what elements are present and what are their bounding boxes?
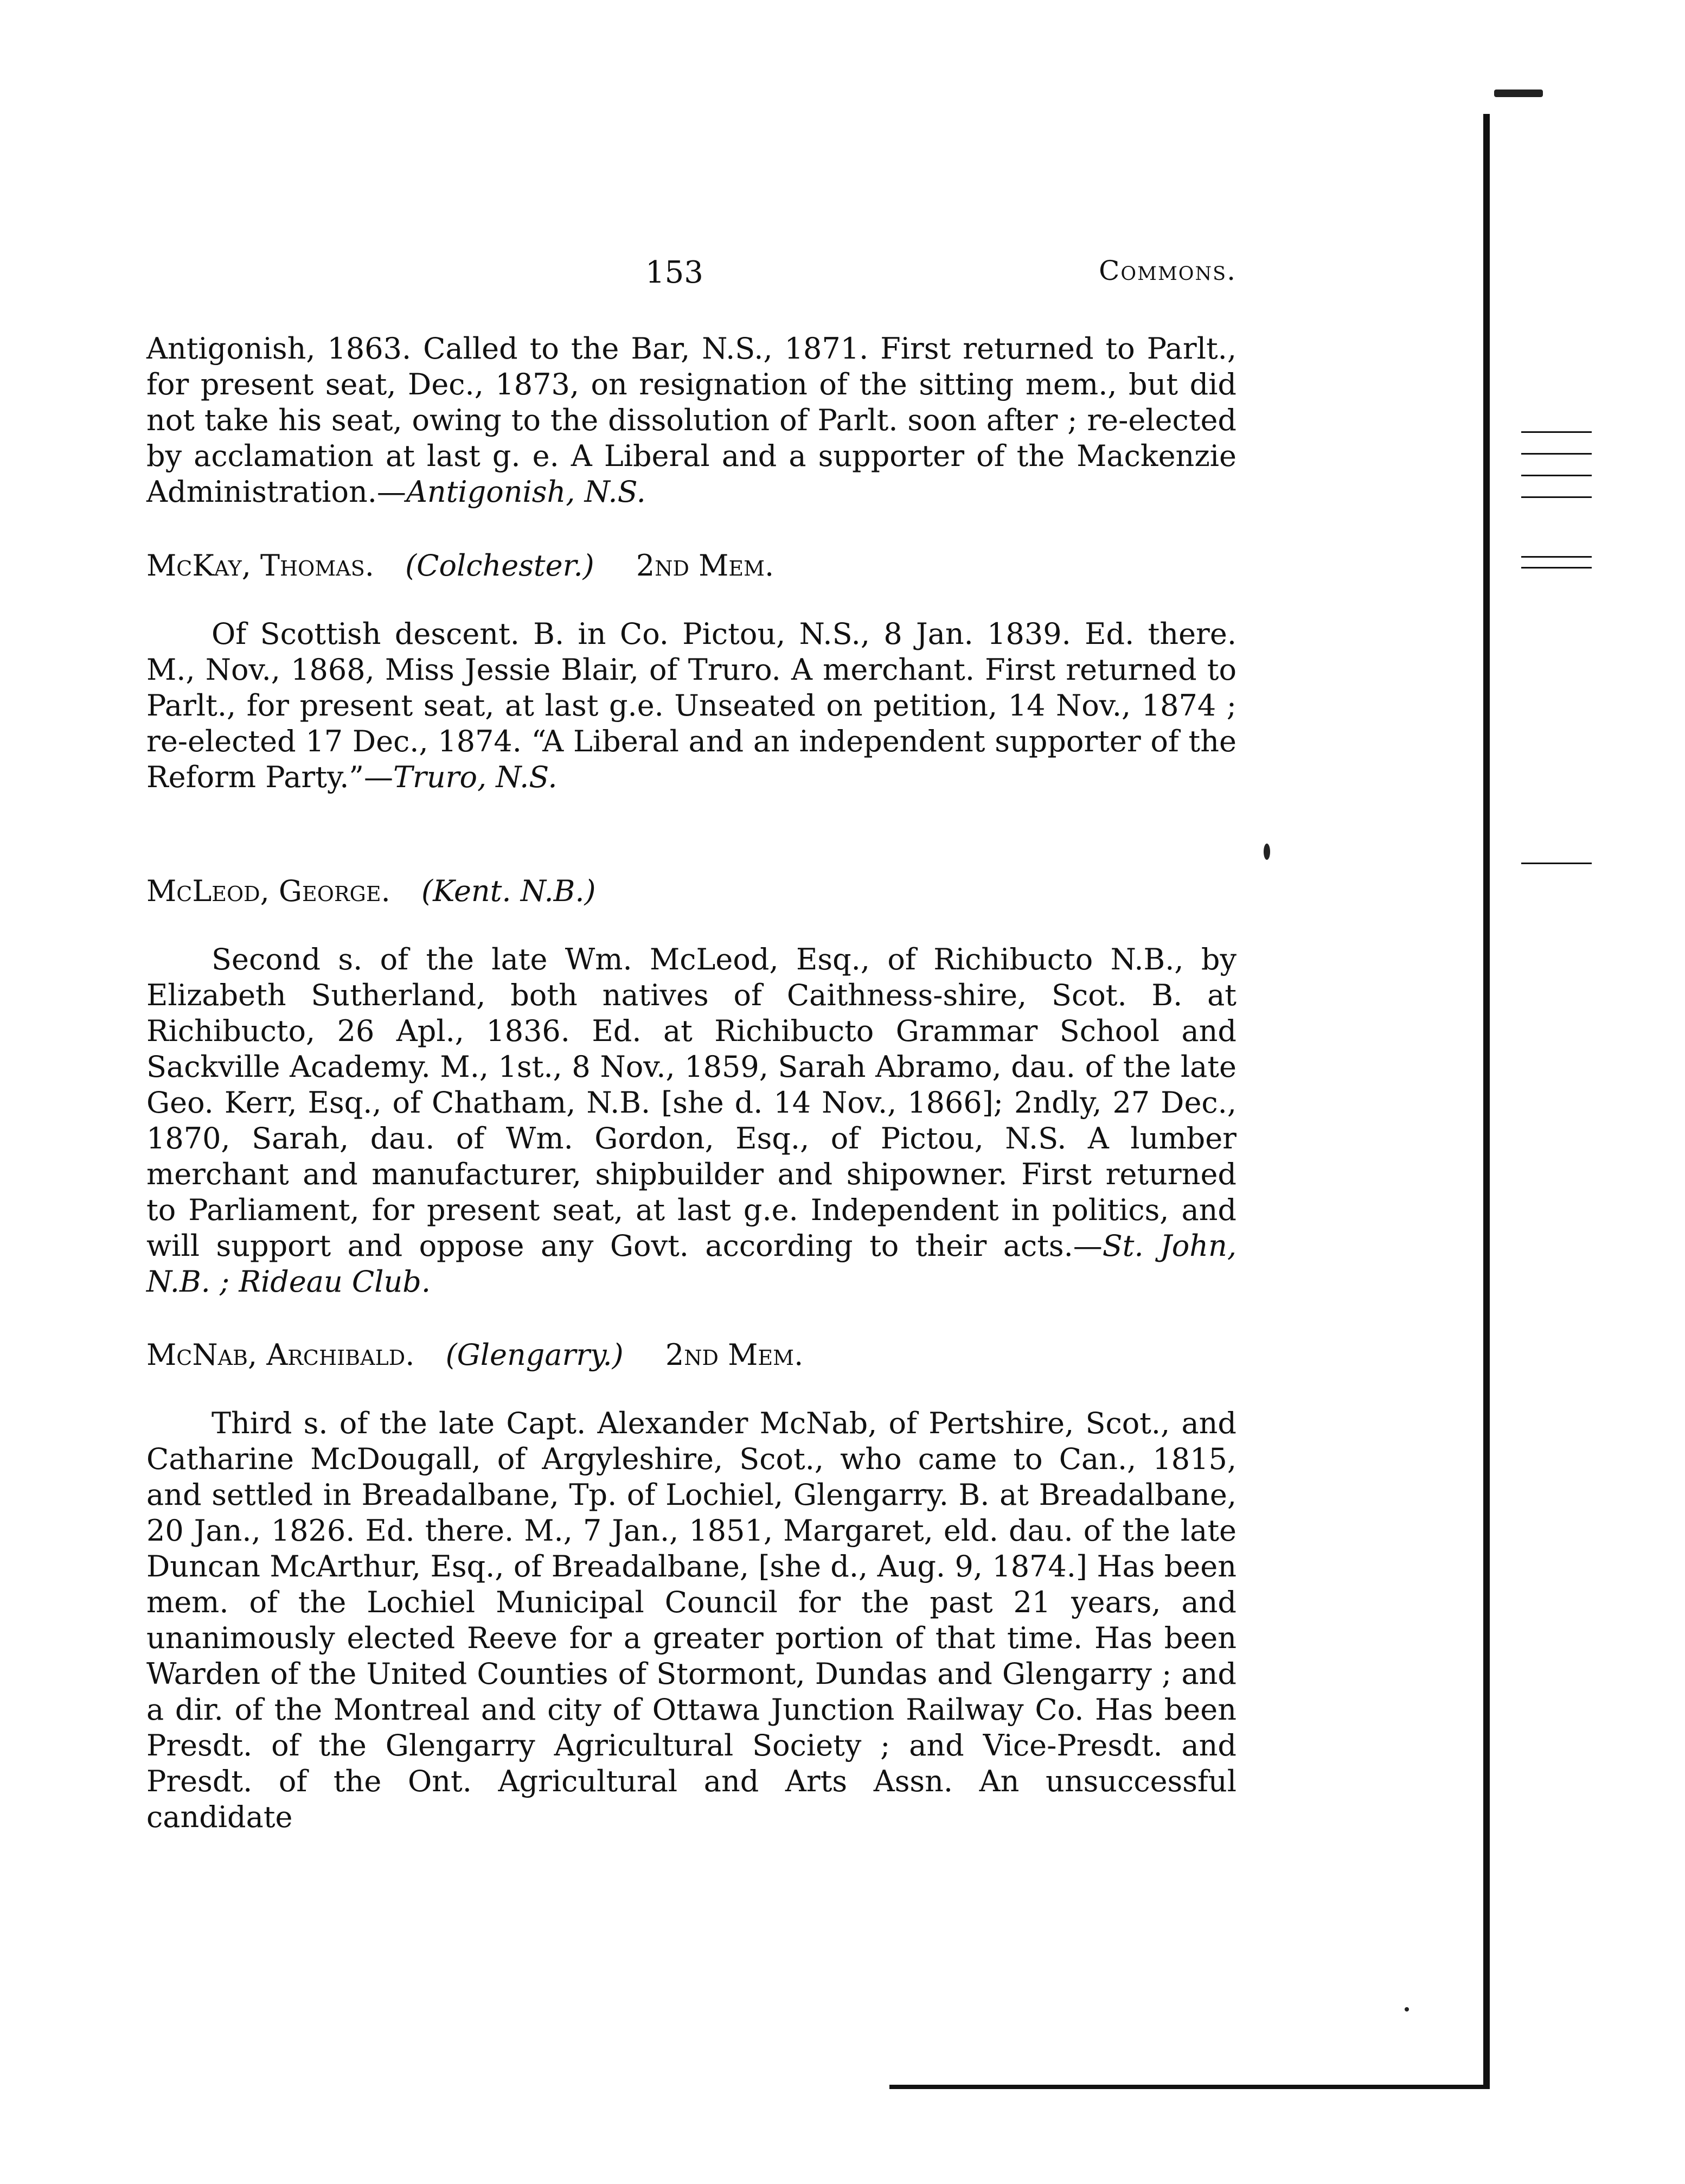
margin-mark	[1521, 496, 1592, 498]
riding: (Glengarry.)	[445, 1338, 624, 1372]
entry-paragraph: Second s. of the late Wm. McLeod, Esq., of Richibucto N.B., by Elizabeth Sutherland, both natives of Caithness-shire, Scot. B. at Richibucto, 26 Apl., 1836. Ed. at Richibucto Grammar School and Sackville Academy. M., 1st., 8 Nov., 1859, Sarah Abramo, dau. of the late Geo. Kerr, Esq., of Chatham, N.B. [she d. 14 Nov., 1866]; 2ndly, 27 Dec., 1870, Sarah, dau. of Wm. Gordon, Esq., of Pictou, N.S. A lumber merchant and manufacturer, shipbuilder and shipowner. First returned to Parliament, for present seat, at last g.e. Independent in politics, and will support and oppose any Govt. according to their acts.—St. John, N.B. ; Rideau Club.	[146, 942, 1236, 1299]
margin-mark	[1521, 431, 1592, 433]
member-seat: 2nd Mem.	[665, 1338, 804, 1372]
margin-mark	[1521, 567, 1592, 569]
scan-speck	[1264, 844, 1270, 860]
entry-paragraph: Of Scottish descent. B. in Co. Pictou, N.S., 8 Jan. 1839. Ed. there. M., Nov., 1868, Miss Jessie Blair, of Truro. A merchant. First returned to Parlt., for present seat, at last g.e. Unseated on petition, 14 Nov., 1874 ; re-elected 17 Dec., 1874. “A Liberal and an independent supporter of the Reform Party.”—Truro, N.S.	[146, 617, 1236, 794]
entry-continuation	[146, 331, 1236, 510]
riding: (Colchester.)	[405, 548, 594, 583]
running-head: Commons.	[1099, 255, 1236, 286]
scan-bottom-rule	[889, 2085, 1490, 2089]
entry-paragraph: Antigonish, 1863. Called to the Bar, N.S., 1871. First returned to Parlt., for present seat, Dec., 1873, on resignation of the sitting mem., but did not take his seat, owing to the dissolution of Parlt. soon after ; re-elected by acclamation at last g. e. A Liberal and a supporter of the Mackenzie Administration.—Antigonish, N.S.	[146, 331, 1236, 509]
entry-heading	[146, 1337, 1236, 1373]
entry-paragraph: Third s. of the late Capt. Alexander McNab, of Pertshire, Scot., and Catharine McDougall, of Argyleshire, Scot., who came to Can., 1815, and settled in Breadalbane, Tp. of Lochiel, Glengarry. B. at Breadalbane, 20 Jan., 1826. Ed. there. M., 7 Jan., 1851, Margaret, eld. dau. of the late Duncan McArthur, Esq., of Breadalbane, [she d., Aug. 9, 1874.] Has been mem. of the Lochiel Municipal Council for the past 21 years, and unanimously elected Reeve for a greater portion of that time. Has been Warden of the United Counties of Stormont, Dundas and Glengarry ; and a dir. of the Montreal and city of Ottawa Junction Railway Co. Has been Presdt. of the Glengarry Agricultural Society ; and Vice-Presdt. and Presdt. of the Ont. Agricultural and Arts Assn. An unsuccessful candidate	[146, 1406, 1236, 1834]
entry-mckay	[146, 548, 1236, 795]
entry-heading	[146, 873, 1236, 909]
margin-mark	[1521, 475, 1592, 476]
entry-heading	[146, 548, 1236, 584]
page-header	[146, 255, 1236, 298]
scan-edge-rule	[1483, 114, 1490, 2089]
scan-speck	[1494, 90, 1543, 97]
member-name: McNab, Archibald.	[146, 1338, 415, 1372]
member-name: McKay, Thomas.	[146, 548, 374, 583]
entry-address: Antigonish, N.S.	[406, 475, 646, 509]
page-number: 153	[645, 255, 703, 290]
entry-mcnab	[146, 1337, 1236, 1835]
riding: (Kent. N.B.)	[421, 874, 596, 908]
margin-mark	[1521, 453, 1592, 455]
margin-mark	[1521, 556, 1592, 558]
margin-mark	[1521, 863, 1592, 864]
entry-address: St. John, N.B. ; Rideau Club.	[146, 1229, 1236, 1299]
member-seat: 2nd Mem.	[636, 548, 774, 583]
entry-mcleod	[146, 873, 1236, 1300]
entry-address: Truro, N.S.	[393, 760, 558, 794]
scan-speck	[1405, 2007, 1409, 2011]
member-name: McLeod, George.	[146, 874, 390, 908]
